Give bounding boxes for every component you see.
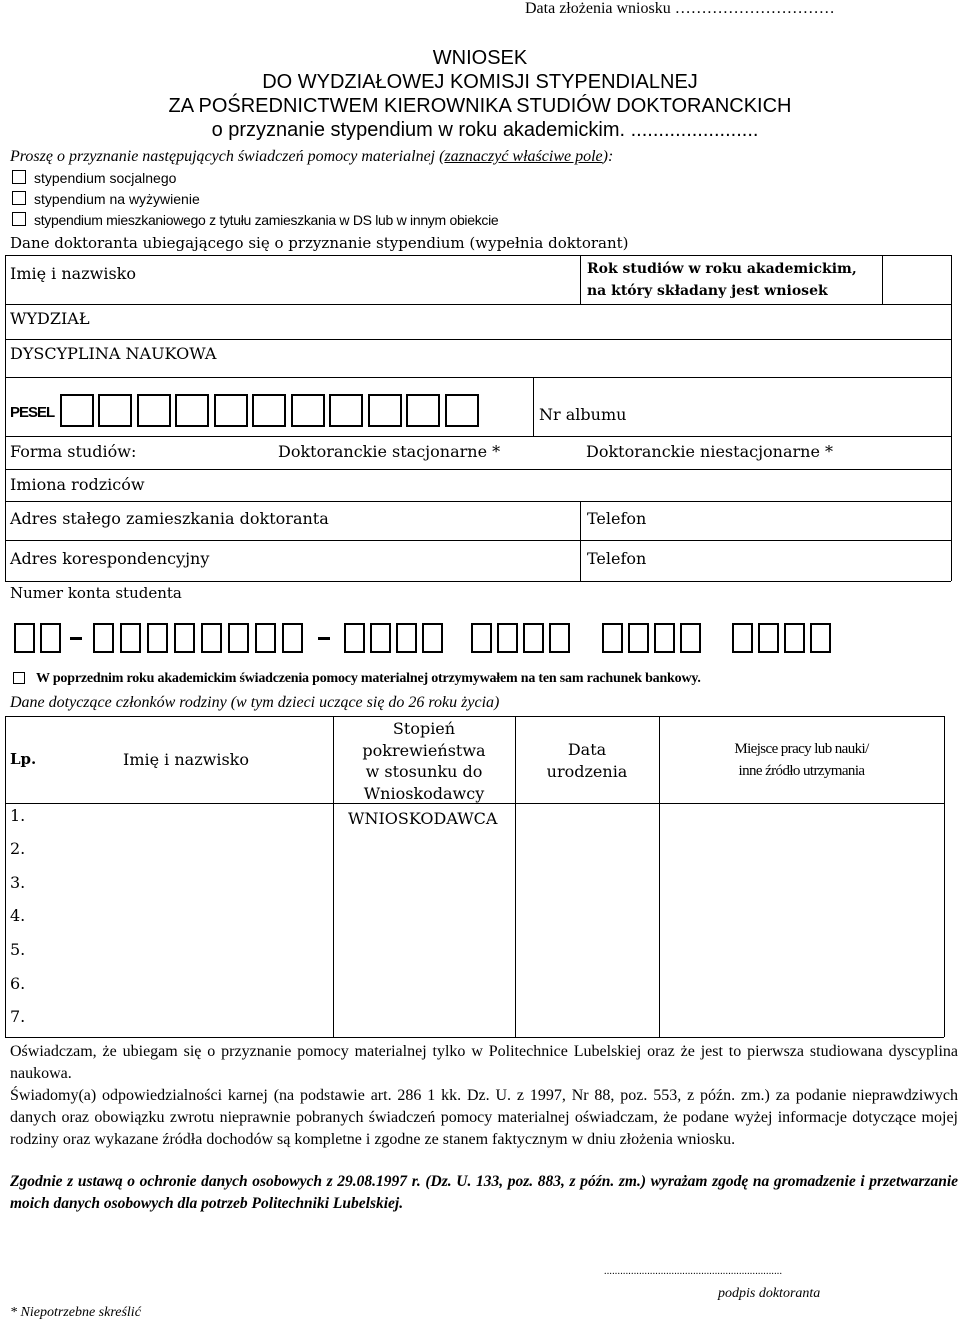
pesel-digit-box[interactable] [175, 394, 209, 427]
study-year-label-2: na który składany jest wniosek [587, 283, 828, 299]
footnote: * Niepotrzebne skreślić [10, 1305, 141, 1320]
form-title [0, 46, 960, 142]
name-label: Imię i nazwisko [10, 264, 136, 283]
album-number-label: Nr albumu [539, 405, 627, 424]
family-row-number: 3. [10, 873, 26, 892]
family-row-number: 5. [10, 940, 26, 959]
account-digit-box[interactable] [396, 623, 417, 653]
faculty-label: WYDZIAŁ [10, 309, 90, 328]
pesel-label: PESEL [10, 404, 55, 421]
discipline-label: DYSCYPLINA NAUKOWA [10, 344, 217, 363]
account-digit-box[interactable] [602, 623, 623, 653]
account-digit-box[interactable] [784, 623, 805, 653]
declaration-criminal-liability: Świadomy(a) odpowiedzialności karnej (na podstawie art. 286 1 kk. Dz. U. z 1997, Nr 88, poz. 553, z późn. zm.) za podanie nieprawdziwych danych oraz obowiązku zwrotu nieprawnie pobranych świadczeń pomocy materialnej oświadczam, że podane wyżej informacje dotyczące mojej rodziny oraz wykazane źródła dochodów są kompletne i zgodne ze stanem faktycznym w dniu złożenia wniosku. [10, 1087, 958, 1148]
account-digit-box[interactable] [680, 623, 701, 653]
account-digit-box[interactable] [174, 623, 195, 653]
col-lp-header: Lp. [10, 750, 37, 768]
family-row-number: 7. [10, 1007, 26, 1026]
parents-names-label: Imiona rodziców [10, 475, 145, 494]
permanent-address-label: Adres stałego zamieszkania doktoranta [10, 509, 329, 528]
account-digit-box[interactable] [422, 623, 443, 653]
study-form-fulltime[interactable]: Doktoranckie stacjonarne * [278, 442, 501, 461]
option-checkbox-food[interactable] [12, 191, 26, 205]
pesel-digit-box[interactable] [329, 394, 363, 427]
account-digit-box[interactable] [810, 623, 831, 653]
title-line-3: ZA POŚREDNICTWEM KIEROWNIKA STUDIÓW DOKTORANCKICH [168, 95, 792, 117]
title-line-4: o przyznanie stypendium w roku akademickim. ....................... [211, 119, 759, 141]
applicant-relation-cell: WNIOSKODAWCA [348, 809, 498, 828]
pesel-digit-box[interactable] [137, 394, 171, 427]
family-row-number: 4. [10, 906, 26, 925]
account-number-label: Numer konta studenta [10, 584, 182, 602]
pesel-digit-box[interactable] [98, 394, 132, 427]
pesel-digit-box[interactable] [445, 394, 479, 427]
account-digit-box[interactable] [654, 623, 675, 653]
declaration-single-application: Oświadczam, że ubiegam się o przyznanie pomocy materialnej tylko w Politechnice Lubelskiej oraz że jest to pierwsza studiowana dyscyplina naukowa. [10, 1043, 958, 1082]
family-row-number: 2. [10, 839, 26, 858]
submission-date-label: Data złożenia wniosku ………………………… [525, 0, 835, 17]
account-digit-box[interactable] [732, 623, 753, 653]
signature-label: podpis doktoranta [718, 1286, 821, 1301]
account-digit-box[interactable] [370, 623, 391, 653]
same-account-statement: W poprzednim roku akademickim świadczenia pomocy materialnej otrzymywałem na ten sam rachunek bankowy. [36, 671, 701, 686]
account-digit-box[interactable] [282, 623, 303, 653]
pesel-digit-box[interactable] [406, 394, 440, 427]
study-form-parttime[interactable]: Doktoranckie niestacjonarne * [586, 442, 834, 461]
option-checkbox-housing[interactable] [12, 212, 26, 226]
applicant-section-title: Dane doktoranta ubiegającego się o przyznanie stypendium (wypełnia doktorant) [10, 234, 629, 252]
pesel-digit-box[interactable] [60, 394, 94, 427]
data-processing-consent: Zgodnie z ustawą o ochronie danych osobowych z 29.08.1997 r. (Dz. U. 133, poz. 883, z późn. zm.) wyrażam zgodę na gromadzenie i przetwarzanie moich danych osobowych dla potrzeb Politechniki Lubelskiej. [10, 1173, 958, 1212]
correspondence-phone-label: Telefon [587, 549, 647, 568]
family-row-number: 1. [10, 806, 26, 825]
account-digit-box[interactable] [471, 623, 492, 653]
account-digit-box[interactable] [549, 623, 570, 653]
account-digit-box[interactable] [758, 623, 779, 653]
account-digit-box[interactable] [228, 623, 249, 653]
col-name-header: Imię i nazwisko [123, 750, 249, 769]
pesel-digit-box[interactable] [368, 394, 402, 427]
title-line-1: WNIOSEK [432, 47, 528, 69]
signature-line: .................................................................. [604, 1266, 783, 1277]
family-section-title: Dane dotyczące członków rodziny (w tym dzieci uczące się do 26 roku życia) [10, 694, 500, 711]
account-digit-box[interactable] [93, 623, 114, 653]
same-account-checkbox[interactable] [13, 672, 25, 684]
account-digit-box[interactable] [40, 623, 61, 653]
correspondence-address-label: Adres korespondencyjny [10, 549, 210, 568]
col-birthdate-header: Data urodzenia [546, 740, 628, 781]
col-relation-header: Stopień pokrewieństwa w stosunku do Wnioskodawcy [362, 719, 486, 803]
request-intro: Proszę o przyznanie następujących świadczeń pomocy materialnej (zaznaczyć właściwe pole): [10, 148, 614, 165]
account-digit-box[interactable] [523, 623, 544, 653]
study-form-label: Forma studiów: [10, 442, 137, 461]
account-digit-box[interactable] [255, 623, 276, 653]
option-label-housing: stypendium mieszkaniowego z tytułu zamieszkania w DS lub w innym obiekcie [34, 212, 499, 228]
title-line-2: DO WYDZIAŁOWEJ KOMISJI STYPENDIALNEJ [262, 71, 698, 93]
account-digit-box[interactable] [628, 623, 649, 653]
pesel-digit-box[interactable] [252, 394, 286, 427]
account-digit-box[interactable] [147, 623, 168, 653]
pesel-digit-box[interactable] [214, 394, 248, 427]
account-digit-box[interactable] [497, 623, 518, 653]
family-row-number: 6. [10, 974, 26, 993]
account-digit-box[interactable] [344, 623, 365, 653]
pesel-digit-box[interactable] [291, 394, 325, 427]
account-digit-box[interactable] [120, 623, 141, 653]
account-digit-box[interactable] [201, 623, 222, 653]
account-digit-box[interactable] [14, 623, 35, 653]
col-work-header: Miejsce pracy lub nauki/ inne źródło utrzymania [734, 741, 869, 779]
option-label-social: stypendium socjalnego [34, 170, 177, 186]
option-label-food: stypendium na wyżywienie [34, 191, 200, 207]
option-checkbox-social[interactable] [12, 170, 26, 184]
study-year-label-1: Rok studiów w roku akademickim, [587, 261, 857, 277]
phone-label: Telefon [587, 509, 647, 528]
